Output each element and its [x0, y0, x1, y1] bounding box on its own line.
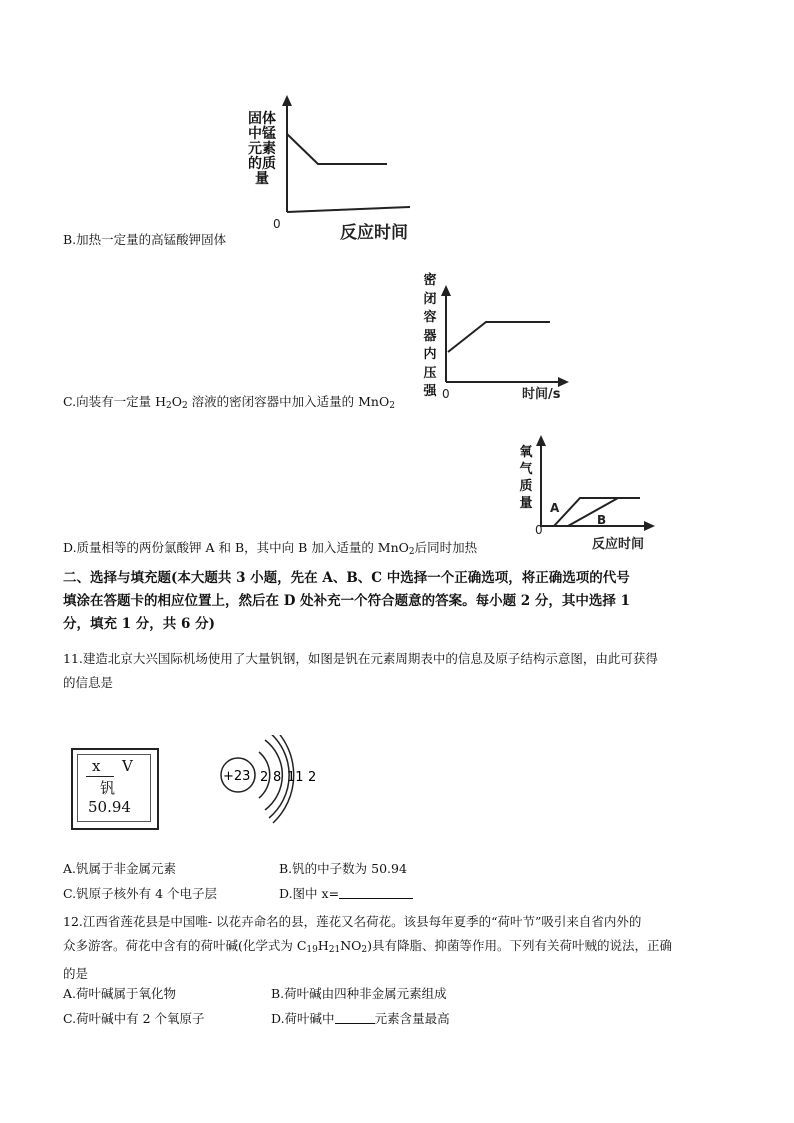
graph-b-ylabel: 固体 中锰 元素 的质 量 [248, 111, 276, 187]
q12-answer-blank[interactable] [335, 1011, 375, 1024]
graph-c-xlabel: 时间/s [522, 387, 561, 402]
graph-b [260, 92, 420, 242]
graph-d-origin: 0 [535, 523, 543, 537]
graph-d-label-a: A [550, 501, 560, 515]
graph-c-origin: 0 [442, 387, 450, 401]
graph-b-y-arrow [282, 95, 292, 106]
q12-stem: 12.江西省莲花县是中国唯- 以花卉命名的县，莲花又名荷花。该县每年夏季的“荷叶节”吸引来自省内外的 众多游客。荷花中含有的荷叶碱(化学式为 $C_{19}H_{21}NO_2$)具有降脂、抑菌等作用。下列有关荷叶贼的说法，正确 的是 [63, 914, 673, 981]
graph-c-x-arrow [558, 377, 569, 387]
shell-count-4: 2 [308, 770, 317, 785]
option-c: C.向装有一定量 $H_2O_2$ 溶液的密闭容器中加入适量的 MnO$_2$ [63, 394, 395, 411]
q11-option-d: D.图中 x= [279, 886, 413, 902]
element-name: 钒 [100, 779, 116, 797]
shell-count-3: 11 [287, 770, 304, 785]
graph-d-y-arrow [536, 435, 546, 446]
option-d: D.质量相等的两份氯酸钾 A 和 B，其中向 B 加入适量的 MnO$_2$后同时加热 [63, 540, 478, 557]
q11-option-b: B.钒的中子数为 50.94 [279, 861, 407, 876]
element-symbol: V [122, 757, 133, 775]
graph-c [436, 280, 576, 405]
graph-d-x-arrow [644, 521, 655, 531]
graph-b-origin: 0 [273, 217, 281, 231]
q12-option-c: C.荷叶碱中有 2 个氧原子 [63, 1011, 205, 1026]
graph-c-curve [448, 322, 550, 352]
graph-c-ylabel: 密 闭 容 器 内 压 强 [423, 273, 437, 399]
option-b: B.加热一定量的高锰酸钾固体 [63, 232, 227, 247]
graph-d-ylabel: 氧 气 质 量 [519, 445, 533, 511]
element-card [71, 748, 159, 830]
graph-d-label-b: B [597, 513, 607, 527]
graph-d-xlabel: 反应时间 [592, 537, 645, 552]
nucleus-charge: +23 [223, 769, 251, 784]
q11-option-c: C.钒原子核外有 4 个电子层 [63, 886, 217, 901]
atom-diagram [215, 735, 325, 835]
section2-heading: 二、选择与填充题(本大题共 3 小题，先在 A、B、C 中选择一个正确选项，将正确选项的代号 填涂在答题卡的相应位置上，然后在 D 处补充一个符合题意的答案。每小题 2 分，其中选择 1 分，填充 1 分，共 6 分) [63, 570, 630, 632]
q12-option-b: B.荷叶碱由四种非金属元素组成 [271, 986, 447, 1001]
element-atomic-number: x [92, 757, 101, 775]
q12-option-d: D.荷叶碱中 元素含量最高 [271, 1011, 450, 1026]
graph-c-y-arrow [441, 285, 451, 296]
q11-option-a: A.钒属于非金属元素 [63, 861, 177, 876]
shell-count-2: 8 [273, 770, 282, 785]
graph-b-x-axis [287, 207, 410, 212]
q12-option-a: A.荷叶碱属于氧化物 [63, 986, 177, 1001]
element-mass: 50.94 [88, 798, 131, 816]
q11-stem: 11.建造北京大兴国际机场使用了大量钒钢，如图是钒在元素周期表中的信息及原子结构示意图，由此可获得 的信息是 [63, 651, 658, 690]
shell-count-1: 2 [260, 770, 269, 785]
graph-b-curve [287, 134, 387, 164]
graph-b-xlabel: 反应时间 [340, 223, 408, 242]
graph-d [530, 430, 660, 555]
q11-answer-blank[interactable] [339, 886, 413, 899]
element-card-inner [77, 754, 151, 822]
